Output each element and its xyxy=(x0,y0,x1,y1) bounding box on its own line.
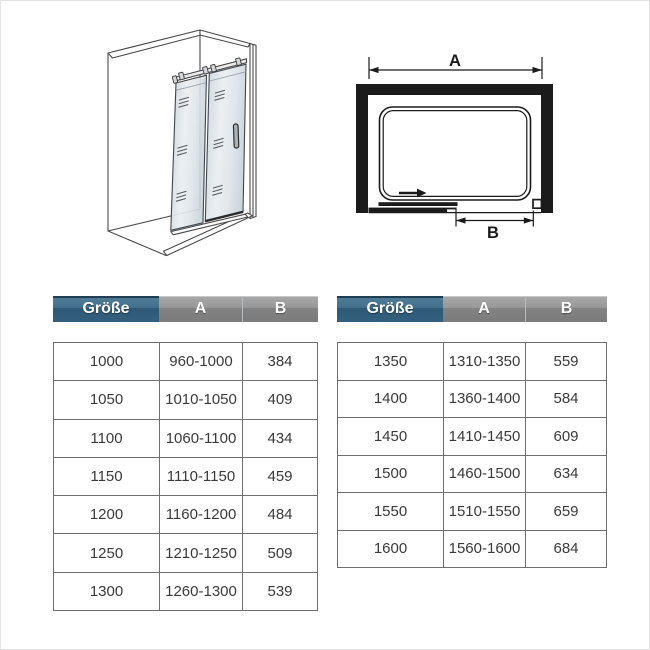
table-row xyxy=(54,420,317,458)
wall-left xyxy=(356,84,368,213)
table-cell: 1460-1500 xyxy=(444,456,526,493)
table-cell: 1160-1200 xyxy=(160,496,243,533)
table-row xyxy=(54,381,317,419)
table-cell: 509 xyxy=(243,534,317,571)
table-cell: 1100 xyxy=(54,420,160,457)
table-cell: 459 xyxy=(243,458,317,495)
shower-tray-outer xyxy=(380,107,531,200)
table-row xyxy=(54,534,317,572)
shower-tray-inner xyxy=(383,111,527,197)
table-cell: 1010-1050 xyxy=(160,381,243,418)
size-table-right xyxy=(337,296,607,558)
top-view-schematic xyxy=(356,52,553,242)
table-cell: 1500 xyxy=(338,456,444,493)
table-body xyxy=(337,342,607,568)
dimension-label-b: B xyxy=(487,224,499,242)
column-header-size: Größe xyxy=(337,296,443,322)
dimension-a xyxy=(369,52,542,79)
isometric-door-drawing xyxy=(108,30,256,256)
table-cell: 1150 xyxy=(54,458,160,495)
table-cell: 1000 xyxy=(54,343,160,380)
table-row xyxy=(338,418,606,456)
table-cell: 409 xyxy=(243,381,317,418)
sliding-panel-bar-step xyxy=(447,208,456,210)
dimension-label-a: A xyxy=(449,52,461,70)
table-row xyxy=(54,496,317,534)
wall-profile-bracket xyxy=(533,200,541,209)
sliding-glass-panel xyxy=(205,64,246,221)
table-cell: 1410-1450 xyxy=(444,418,526,455)
table-row xyxy=(338,531,606,568)
size-table-left xyxy=(53,296,318,600)
table-cell: 684 xyxy=(526,531,606,568)
column-header-b: B xyxy=(242,296,318,322)
table-cell: 559 xyxy=(526,343,606,380)
column-header-a: A xyxy=(159,296,242,322)
table-cell: 1510-1550 xyxy=(444,493,526,530)
column-header-a: A xyxy=(443,296,525,322)
table-header xyxy=(53,296,318,322)
table-cell: 539 xyxy=(243,573,317,610)
table-cell: 1560-1600 xyxy=(444,531,526,568)
table-cell: 1300 xyxy=(54,573,160,610)
table-cell: 1200 xyxy=(54,496,160,533)
table-row xyxy=(338,456,606,494)
technical-diagrams xyxy=(0,0,650,290)
table-cell: 1350 xyxy=(338,343,444,380)
table-cell: 1600 xyxy=(338,531,444,568)
table-row xyxy=(54,573,317,610)
table-cell: 584 xyxy=(526,381,606,418)
table-row xyxy=(338,381,606,419)
table-cell: 1260-1300 xyxy=(160,573,243,610)
column-header-b: B xyxy=(525,296,607,322)
table-cell: 960-1000 xyxy=(160,343,243,380)
table-cell: 1110-1150 xyxy=(160,458,243,495)
table-cell: 1550 xyxy=(338,493,444,530)
fixed-panel-bar xyxy=(379,202,458,206)
table-cell: 1360-1400 xyxy=(444,381,526,418)
table-body xyxy=(53,342,318,611)
table-row xyxy=(338,343,606,381)
table-cell: 384 xyxy=(243,343,317,380)
back-wall-rim xyxy=(200,30,250,47)
floor-left-edge xyxy=(108,231,166,256)
wall-right xyxy=(541,84,553,213)
table-cell: 659 xyxy=(526,493,606,530)
table-row xyxy=(338,493,606,531)
table-cell: 1060-1100 xyxy=(160,420,243,457)
table-cell: 1400 xyxy=(338,381,444,418)
table-cell: 1450 xyxy=(338,418,444,455)
table-cell: 609 xyxy=(526,418,606,455)
fixed-glass-panel xyxy=(171,75,207,230)
table-cell: 434 xyxy=(243,420,317,457)
column-header-size: Größe xyxy=(53,296,159,322)
table-header xyxy=(337,296,607,322)
table-row xyxy=(54,458,317,496)
table-cell: 1050 xyxy=(54,381,160,418)
table-row xyxy=(54,343,317,381)
table-cell: 1210-1250 xyxy=(160,534,243,571)
table-cell: 1310-1350 xyxy=(444,343,526,380)
wall-top xyxy=(356,84,553,95)
table-cell: 634 xyxy=(526,456,606,493)
sliding-panel-bar xyxy=(369,208,448,213)
table-cell: 484 xyxy=(243,496,317,533)
door-handle xyxy=(233,124,238,148)
table-cell: 1250 xyxy=(54,534,160,571)
